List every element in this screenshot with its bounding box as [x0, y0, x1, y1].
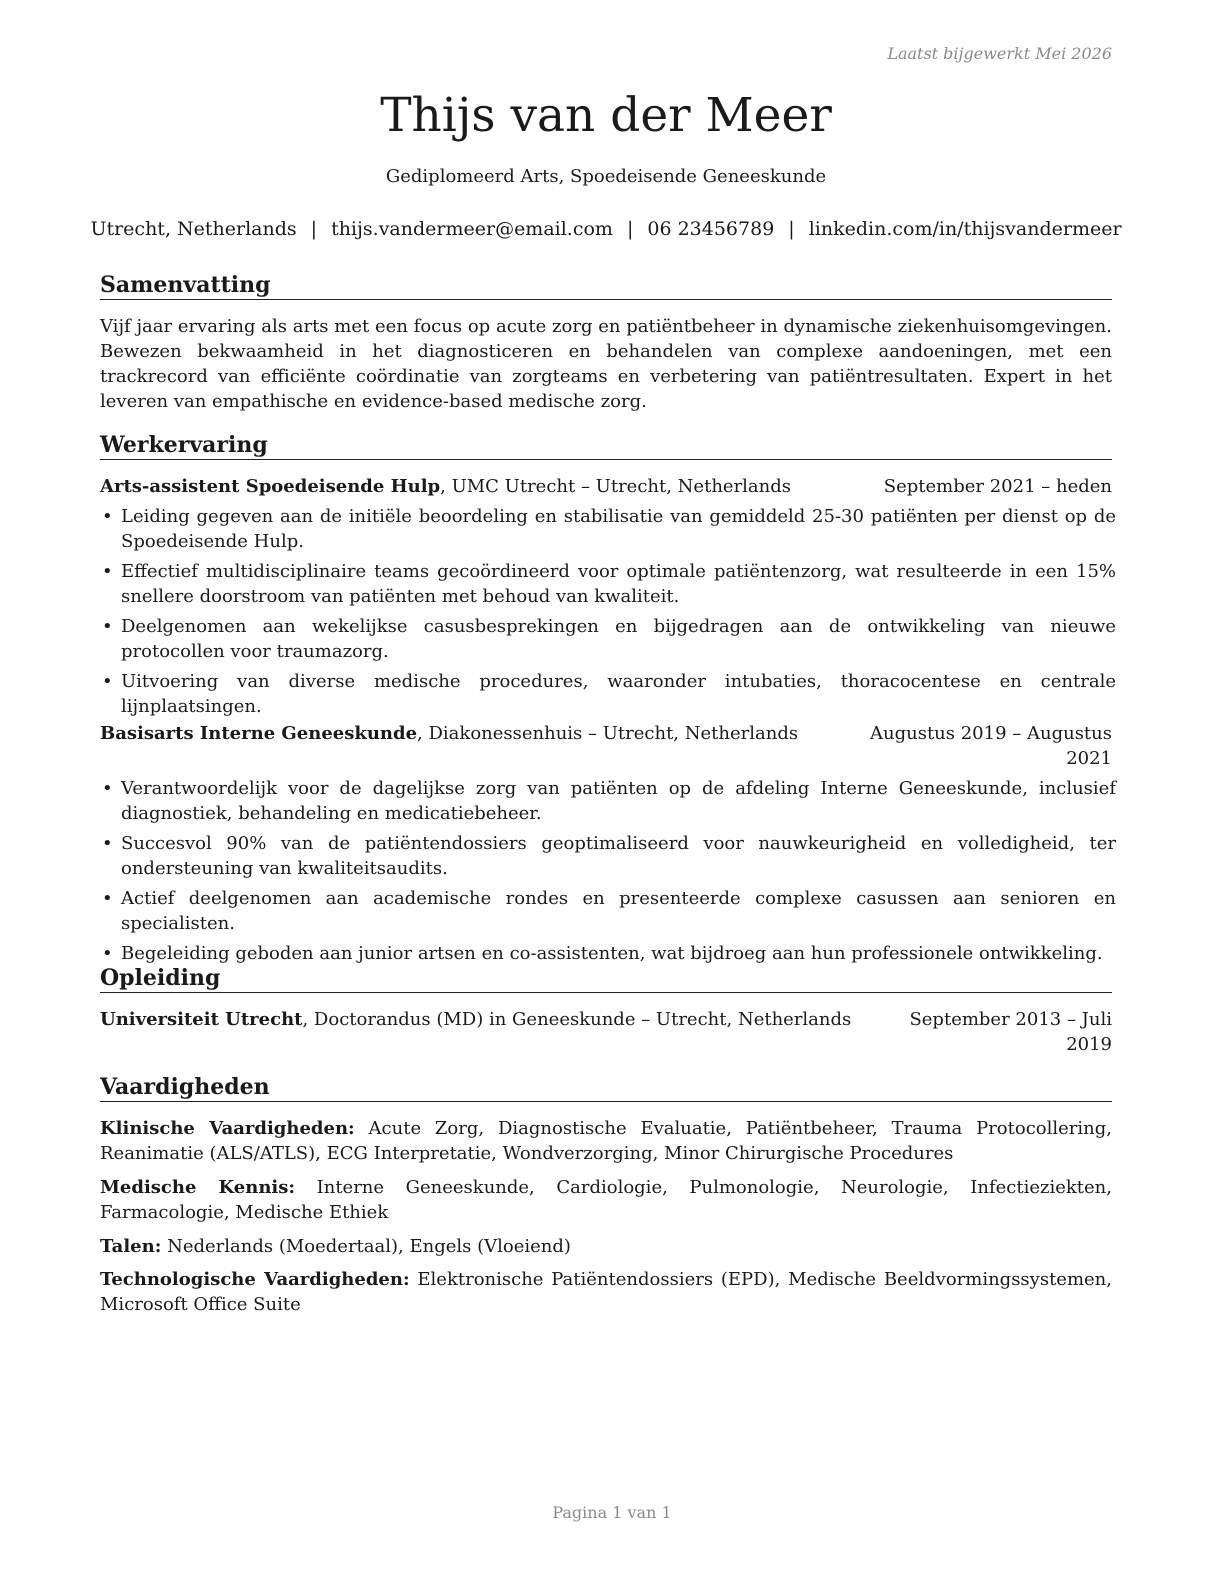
education-entry: [100, 1007, 1112, 1055]
list-item: • Leiding gegeven aan de initiële beoordeling en stabilisatie van gemiddeld 25-30 patiënten per dienst op de Spoedeisende Hulp.: [100, 504, 1116, 554]
skills-heading: Vaardigheden: [100, 1073, 1112, 1102]
contact-email[interactable]: thijs.vandermeer@email.com: [331, 218, 613, 240]
skill-value: Acute Zorg, Diagnostische Evaluatie, Patiëntbeheer, Trauma Protocollering, Reanimatie (ALS/ATLS), ECG Interpretatie, Wondverzorging, Minor Chirurgische Procedures: [100, 1118, 1112, 1164]
skill-value: Nederlands (Moedertaal), Engels (Vloeiend): [161, 1236, 571, 1257]
job-dates-2-line1: Augustus 2019 – Augustus: [870, 723, 1112, 744]
job-header-2: [100, 721, 1112, 769]
last-updated: Laatst bijgewerkt Mei 2026: [887, 44, 1112, 63]
experience-heading: Werkervaring: [100, 431, 1112, 460]
education-dates: [909, 1007, 1112, 1057]
summary-text: Vijf jaar ervaring als arts met een focus op acute zorg en patiëntbeheer in dynamische ziekenhuisomgevingen. Bewezen bekwaamheid in het diagnosticeren en behandelen van complexe aandoeningen, met een trackrecord van efficiënte coördinatie van zorgteams en verbetering van patiëntresultaten. Expert in het leveren van empathische en evidence-based medische zorg.: [100, 316, 1112, 412]
contact-separator: |: [310, 218, 318, 240]
job-dates-2: [870, 721, 1112, 771]
contact-phone[interactable]: 06 23456789: [647, 218, 775, 240]
contact-location: Utrecht, Netherlands: [90, 218, 297, 240]
education-heading: Opleiding: [100, 964, 1112, 993]
skill-value: Interne Geneeskunde, Cardiologie, Pulmonologie, Neurologie, Infectieziekten, Farmacologie, Medische Ethiek: [100, 1177, 1112, 1223]
skill-value: Elektronische Patiëntendossiers (EPD), Medische Beeldvormingssystemen, Microsoft Office Suite: [100, 1269, 1112, 1315]
skill-technology: [100, 1267, 1112, 1317]
job-bullets-2: [100, 776, 1116, 971]
contact-line: [60, 218, 1152, 240]
skill-medical: [100, 1175, 1112, 1225]
education-dates-line2: 2019: [1066, 1034, 1112, 1055]
job-dates-2-line2: 2021: [1066, 748, 1112, 769]
list-item: • Succesvol 90% van de patiëntendossiers geoptimaliseerd voor nauwkeurigheid en volledigheid, ter ondersteuning van kwaliteitsaudits.: [100, 831, 1116, 881]
list-item: • Actief deelgenomen aan academische rondes en presenteerde complexe casussen aan senioren en specialisten.: [100, 886, 1116, 936]
job-header-1: [100, 474, 1112, 499]
education-dates-line1: September 2013 – Juli: [909, 1009, 1112, 1030]
list-item: • Deelgenomen aan wekelijkse casusbesprekingen en bijgedragen aan de ontwikkeling van nieuwe protocollen voor traumazorg.: [100, 614, 1116, 664]
job-dates-1: September 2021 – heden: [883, 476, 1112, 497]
job-org-1: , UMC Utrecht – Utrecht, Netherlands: [440, 476, 792, 497]
job-bullets-1: [100, 504, 1116, 724]
contact-separator: |: [788, 218, 795, 240]
education-degree: , Doctorandus (MD) in Geneeskunde – Utrecht, Netherlands: [302, 1009, 852, 1030]
page-number: Pagina 1 van 1: [552, 1503, 672, 1522]
list-item: • Effectief multidisciplinaire teams gecoördineerd voor optimale patiëntenzorg, wat resulteerde in een 15% snellere doorstroom van patiënten met behoud van kwaliteit.: [100, 559, 1116, 609]
job-title: Gediplomeerd Arts, Spoedeisende Geneeskunde: [385, 166, 827, 187]
job-title-2: Basisarts Interne Geneeskunde: [100, 723, 418, 744]
skill-label: Klinische Vaardigheden:: [100, 1118, 355, 1139]
contact-separator: |: [626, 218, 634, 240]
job-org-2: , Diakonessenhuis – Utrecht, Netherlands: [417, 723, 799, 744]
list-item: • Begeleiding geboden aan junior artsen en co-assistenten, wat bijdroeg aan hun professionele ontwikkeling.: [100, 941, 1116, 966]
skill-languages: [100, 1234, 1112, 1259]
skill-label: Medische Kennis:: [100, 1177, 296, 1198]
resume-page: [90, 0, 1122, 1584]
skill-label: Talen:: [100, 1236, 162, 1257]
job-title-1: Arts-assistent Spoedeisende Hulp: [100, 476, 441, 497]
skill-clinical: [100, 1116, 1112, 1166]
list-item: • Uitvoering van diverse medische procedures, waaronder intubaties, thoracocentese en centrale lijnplaatsingen.: [100, 669, 1116, 719]
list-item: • Verantwoordelijk voor de dagelijkse zorg van patiënten op de afdeling Interne Geneeskunde, inclusief diagnostiek, behandeling en medicatiebeheer.: [100, 776, 1116, 826]
candidate-name: Thijs van der Meer: [380, 88, 832, 143]
summary-heading: Samenvatting: [100, 271, 1112, 300]
skill-label: Technologische Vaardigheden:: [100, 1269, 410, 1290]
contact-linkedin[interactable]: linkedin.com/in/thijsvandermeer: [808, 218, 1122, 240]
education-school: Universiteit Utrecht: [100, 1009, 303, 1030]
